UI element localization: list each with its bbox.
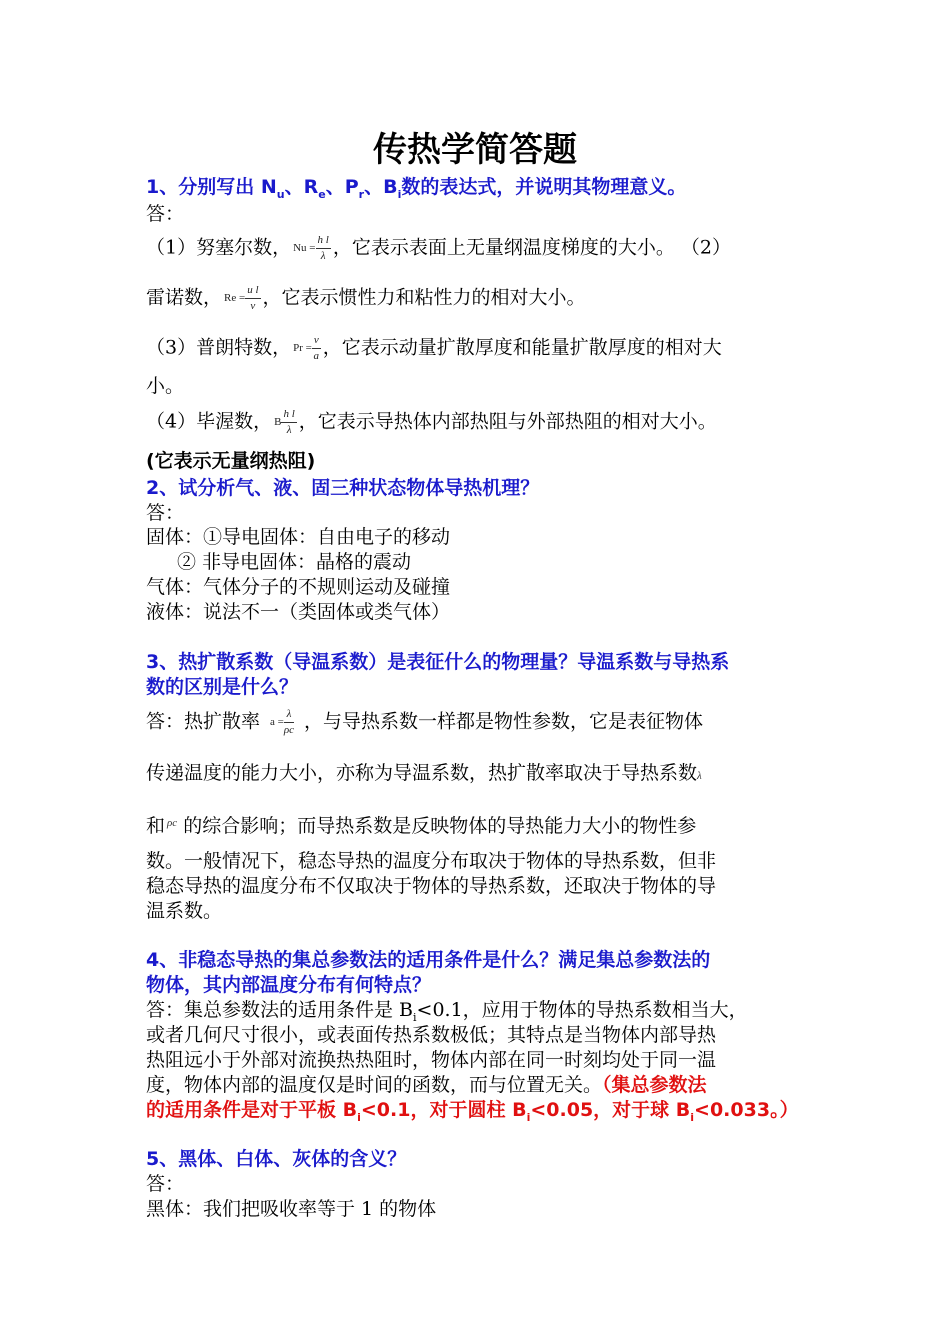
q1-biot-line: [146, 408, 810, 437]
q4-red-sub: i: [357, 1110, 361, 1124]
q4-red-text: <0.1，对于圆柱 B: [360, 1099, 527, 1121]
q5-line: 黑体：我们把吸收率等于 1 的物体: [146, 1198, 437, 1220]
q1-heading-text: 、P: [325, 176, 359, 198]
question-5-heading: 5、黑体、白体、灰体的含义？: [146, 1148, 407, 1170]
q2-line: 气体：气体分子的不规则运动及碰撞: [146, 576, 451, 598]
q3-text: 传递温度的能力大小，亦称为导温系数，热扩散率取决于导热系数: [146, 762, 698, 784]
q1-sub-nu: u: [276, 187, 285, 201]
formula-numerator: h l: [281, 408, 296, 423]
q4-red-sub: i: [526, 1110, 531, 1124]
q2-line: ② 非导电固体：晶格的震动: [177, 551, 412, 573]
formula-fraction: [284, 708, 294, 737]
q1-prandtl-line: [146, 334, 810, 363]
diffusivity-formula: [270, 708, 294, 737]
formula-numerator: λ: [284, 708, 294, 723]
formula-fraction: [281, 408, 296, 437]
q1-reynolds-line: [146, 284, 810, 313]
q1-answer-label: 答：: [146, 203, 185, 225]
formula-lhs: B: [274, 416, 282, 428]
q4-red-text: <0.05，对于球 B: [530, 1099, 691, 1121]
q2-line: 液体：说法不一（类固体或类气体）: [146, 601, 451, 623]
q1-heading-text: 、B: [364, 176, 398, 198]
rho-c-symbol: ρc: [167, 817, 178, 829]
q3-text: 答：热扩散率: [146, 710, 261, 733]
formula-lhs: Pr =: [293, 342, 312, 354]
q4-text: 度，物体内部的温度仅是时间的函数，而与位置无关。: [146, 1074, 603, 1096]
q1-text: ，它表示惯性力和粘性力的相对大小。: [262, 286, 586, 309]
q1-note: (它表示无量纲热阻): [146, 450, 316, 472]
formula-denominator: a: [313, 350, 320, 362]
q1-heading-text: 、R: [284, 176, 319, 198]
question-4-heading: 4、非稳态导热的集总参数法的适用条件是什么？满足集总参数法的: [146, 949, 711, 971]
formula-denominator: λ: [286, 424, 292, 436]
q4-line: 热阻远小于外部对流换热热阻时，物体内部在同一时刻均处于同一温: [146, 1049, 717, 1071]
q3-line: 温系数。: [146, 900, 223, 922]
q1-text: ，它表示动量扩散厚度和能量扩散厚度的相对大: [322, 336, 722, 359]
q1-text: ，它表示导热体内部热阻与外部热阻的相对大小。: [298, 410, 717, 433]
biot-formula: [274, 408, 297, 437]
question-2-heading: 2、试分析气、液、固三种状态物体导热机理？: [146, 477, 540, 499]
q4-line: 或者几何尺寸很小，或表面传热系数极低；其特点是当物体内部导热: [146, 1024, 717, 1046]
formula-denominator: ρc: [283, 724, 295, 736]
q4-red-text: 的适用条件是对于平板 B: [146, 1099, 358, 1121]
formula-fraction: [312, 334, 321, 363]
q4-text: <0.1，应用于物体的导热系数相当大，: [416, 999, 748, 1021]
formula-denominator: λ: [320, 250, 326, 262]
nusselt-formula: [293, 234, 331, 263]
q4-red-note-line: [146, 1097, 810, 1131]
formula-fraction: [245, 284, 260, 313]
q3-answer-line: [146, 708, 810, 737]
q1-text: （4）毕渥数，: [146, 410, 273, 433]
q1-text: 雷诺数，: [146, 286, 223, 309]
q2-line: 固体：①导电固体：自由电子的移动: [146, 526, 451, 548]
formula-numerator: h l: [316, 234, 331, 249]
q4-red-note: （集总参数法: [602, 1074, 707, 1096]
q3-line: 数。一般情况下，稳态导热的温度分布取决于物体的导热系数，但非: [146, 850, 717, 872]
q1-heading-text: 1、分别写出 N: [146, 176, 277, 198]
q1-text: （3）普朗特数，: [146, 336, 292, 359]
q4-red-text: <0.033。）: [694, 1099, 799, 1121]
formula-numerator: ν: [312, 334, 321, 349]
question-4-heading: 物体，其内部温度分布有何特点？: [146, 974, 432, 996]
q3-line: [146, 760, 810, 789]
formula-fraction: [316, 234, 331, 263]
q1-nusselt-line: [146, 234, 810, 263]
formula-lhs: Re =: [224, 292, 246, 304]
prandtl-formula: [293, 334, 321, 363]
lambda-symbol: λ: [697, 770, 702, 782]
q1-text: （1）努塞尔数，: [146, 236, 292, 259]
q3-text: 的综合影响；而导热系数是反映物体的导热能力大小的物性参: [183, 815, 697, 837]
question-3-heading: 3、热扩散系数（导温系数）是表征什么的物理量？导温系数与导热系: [146, 651, 730, 673]
formula-lhs: Nu =: [293, 242, 316, 254]
q1-sub-re: e: [318, 187, 326, 201]
q1-text: ，它表示表面上无量纲温度梯度的大小。 （2）: [332, 236, 731, 259]
q4-text: 答：集总参数法的适用条件是 B: [146, 999, 414, 1021]
q3-text: ，与导热系数一样都是物性参数，它是表征物体: [304, 710, 704, 733]
q4-red-sub: i: [690, 1110, 695, 1124]
q3-text: 和: [146, 815, 166, 837]
formula-numerator: u l: [245, 284, 260, 299]
reynolds-formula: [224, 284, 261, 313]
q3-line: 稳态导热的温度分布不仅取决于物体的导热系数，还取决于物体的导: [146, 875, 717, 897]
q3-line: [146, 810, 810, 839]
q5-answer-label: 答：: [146, 1173, 185, 1195]
q1-sub-bi: i: [397, 187, 402, 201]
q4-line: [146, 1072, 810, 1098]
q1-heading-text: 数的表达式，并说明其物理意义。: [401, 176, 687, 198]
q4-sub: i: [413, 1010, 417, 1024]
formula-denominator: ν: [250, 300, 256, 312]
question-3-heading: 数的区别是什么？: [146, 676, 299, 698]
page-title: 传热学简答题: [373, 130, 577, 170]
q1-prandtl-cont: 小。: [146, 375, 185, 397]
q2-answer-label: 答：: [146, 502, 185, 524]
q1-sub-pr: r: [358, 187, 365, 201]
formula-lhs: a =: [270, 716, 284, 728]
